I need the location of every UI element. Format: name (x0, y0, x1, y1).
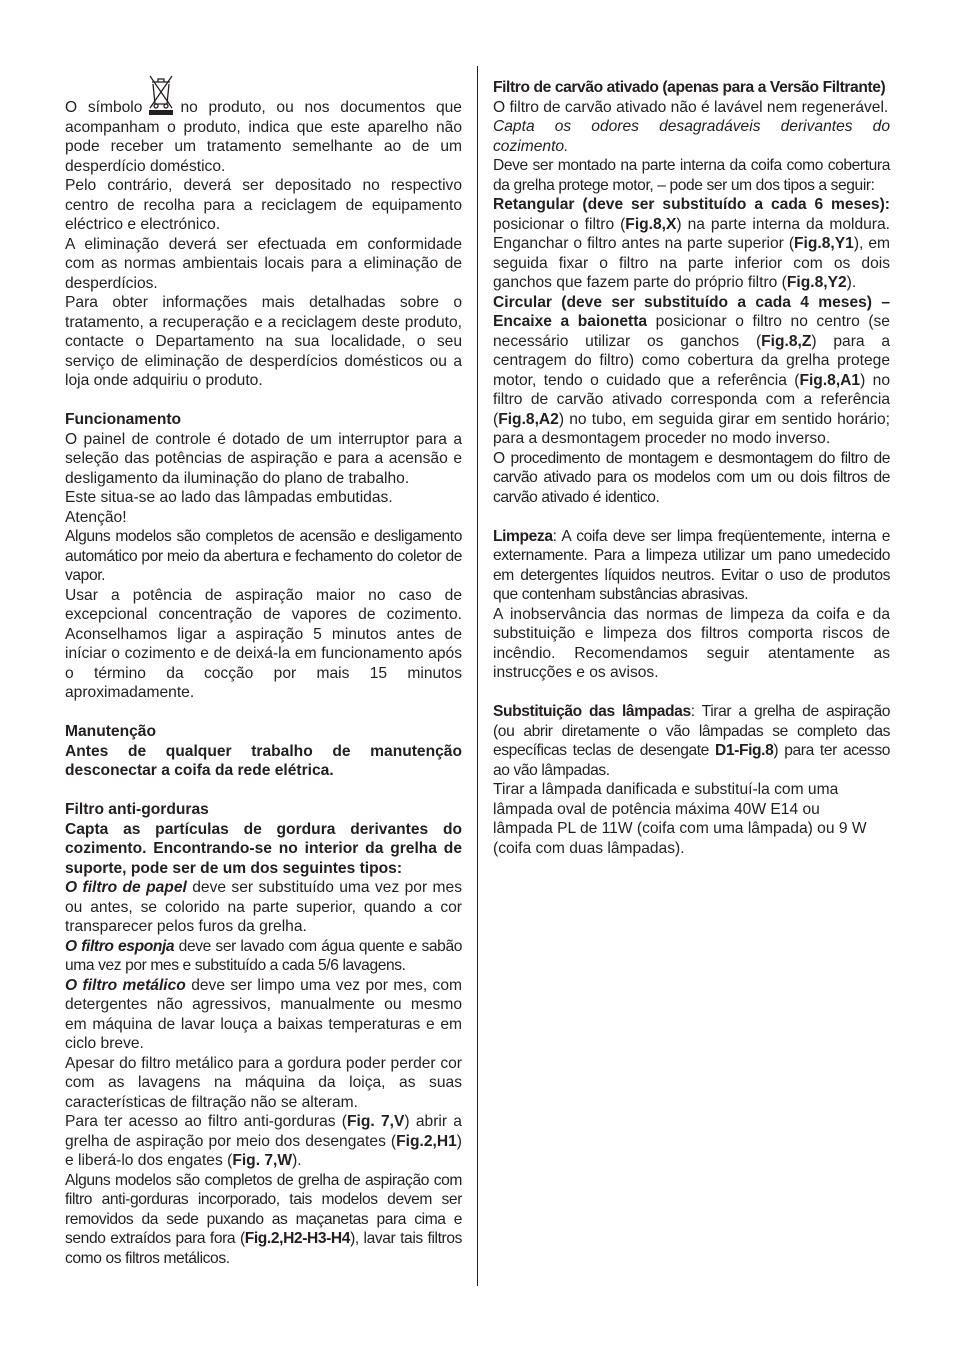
retangular-paragraph: Retangular (deve ser substituído a cada 6 meses): posicionar o filtro (Fig.8,X) na parte interna da moldura. Enganchar o filtro antes na parte superior (Fig.8,Y1), em seguida fixar o filtro na parte inferior com os dois ganchos que fazem parte do próprio filtro (Fig.8,Y2). (493, 196, 891, 291)
filtro-esponja-text: deve ser lavado com água quente e sabão uma vez por mes e substituído a cada 5/6 lavagens. (65, 937, 462, 974)
elimination-paragraph: A eliminação deverá ser efectuada em conformidade com as normas ambientais locais para a eliminação de desperdícios. (65, 235, 462, 292)
manutencao-warning: Antes de qualquer trabalho de manutenção desconectar a coifa da rede elétrica. (65, 742, 462, 779)
tirar-line-4: (coifa com duas lâmpadas). (493, 839, 685, 857)
filtro-heading: Filtro anti-gorduras (65, 801, 209, 818)
filtro-metalico-paragraph (65, 976, 462, 1054)
filtro-papel-label: O filtro de papel (65, 879, 187, 896)
carvao-heading: Filtro de carvão ativado (apenas para a Versão Filtrante) (493, 79, 886, 96)
substituicao-paragraph: Substituição das lâmpadas: Tirar a grelha de aspiração (ou abrir diretamente o vão lâmpadas se completo das específicas teclas de desengate D1-Fig.8) para ter acesso ao vão lâmpadas. (493, 703, 891, 779)
limpeza-paragraph: Limpeza: A coifa deve ser limpa freqüentemente, interna e externamente. Para a limpeza utilizar um pano umedecido em detergentes líquidos neutros. Evitar o uso de produtos que contenham substâncias abrasivas. (493, 527, 890, 603)
filtro-metalico-label: O filtro metálico (65, 976, 186, 994)
weee-text-start: O símbolo (65, 99, 143, 116)
fig-ref: Fig.8,Y1 (794, 235, 854, 252)
inobservancia-paragraph: A inobservância das normas de limpeza da coifa e da substituição e limpeza dos filtros comporta riscos de incêndio. Recomendamos seguir atentamente as instrucções e os avisos. (493, 605, 890, 681)
circular-label: Circular (deve ser substituído a cada 4 meses) – Encaixe a baionetta (493, 293, 890, 330)
filtro-esponja-label: O filtro esponja (65, 937, 175, 955)
weee-text-end: no produto, ou nos documentos que acompanham o produto, indica que este aparelho não pode receber um tratamento semelhante ao de um desperdício doméstico. (65, 99, 462, 175)
fig-ref: Fig.8,A2 (498, 410, 559, 428)
info-paragraph: Para obter informações mais detalhadas sobre o tratamento, a recuperação e a reciclagem deste produto, contacte o Departamento na sua localidade, o seu serviço de eliminação de desperdícios domésticos ou a loja onde adquiriu o produto. (65, 294, 462, 389)
acesso-paragraph: Para ter acesso ao filtro anti-gorduras (Fig. 7,V) abrir a grelha de aspiração por meio dos desengates (Fig.2,H1) e liberá-lo dos engates (Fig. 7,W). (65, 1113, 462, 1169)
func-paragraph-2: Este situa-se ao lado das lâmpadas embutidas. (65, 489, 393, 506)
manutencao-heading: Manutenção (65, 723, 156, 740)
filtro-metalico-text: deve ser limpo uma vez por mes, com detergentes não agressivos, manualmente ou mesmo em máquina de lavar louça a baixas temperaturas e em ciclo breve. (65, 976, 462, 1052)
func-paragraph-5: Usar a potência de aspiração maior no caso de excepcional concentração de vapores de cozimento. Aconselhamos ligar a aspiração 5 minutos antes de iníciar o cozimento e de deixá-la em funcionamento após o término da cocção por mais 15 minutos aproximadamente. (65, 586, 462, 701)
apesar-paragraph: Apesar do filtro metálico para a gordura poder perder cor com as lavagens na máquina da loiça, as suas características de filtração não se alteram. (65, 1054, 462, 1111)
substituicao-label: Substituição das lâmpadas (493, 703, 691, 720)
disposal-paragraph: Pelo contrário, deverá ser depositado no respectivo centro de recolha para a reciclagem de equipamento eléctrico e electrónico. (65, 177, 462, 233)
filtro-intro: Capta as partículas de gordura derivantes do cozimento. Encontrando-se no interior da grelha de suporte, pode ser de um dos seguintes tipos: (65, 820, 462, 877)
filtro-papel-paragraph (65, 878, 462, 937)
tirar-line-2: lâmpada oval de potência máxima 40W E14 ou (493, 800, 820, 818)
func-paragraph-4: Alguns modelos são completos de acensão e desligamento automático por meio da abertura e fechamento do coletor de vapor. (65, 528, 462, 584)
fig-ref: Fig.8,Y2 (786, 274, 847, 291)
alguns-modelos-paragraph: Alguns modelos são completos de grelha de aspiração com filtro anti-gorduras incorporado, tais modelos devem ser removidos da sede puxando as maçanetas para cima e sendo extraídos para fora (Fig.2,H2-H3-H4), lavar tais filtros como os filtros metálicos. (65, 1171, 462, 1267)
tirar-line-1: Tirar a lâmpada danificada e substituí-la com uma (493, 781, 839, 798)
left-column (65, 78, 462, 1268)
right-column (493, 78, 890, 858)
filtro-esponja-paragraph (65, 937, 462, 976)
procedimento-paragraph: O procedimento de montagem e desmontagem do filtro de carvão ativado para os modelos com um ou dois filtros de carvão ativado é identico. (493, 449, 890, 506)
fig-ref: Fig. 7,W (232, 1152, 293, 1169)
carvao-paragraph-1: O filtro de carvão ativado não é lavável nem regenerável. (493, 98, 889, 116)
carvao-paragraph-3: Deve ser montado na parte interna da coifa como cobertura da grelha protege motor, – pode ser um dos tipos a seguir: (493, 157, 890, 194)
fig-ref: Fig.8,Z (761, 332, 812, 350)
fig-ref: Fig.8,X (625, 215, 677, 233)
retangular-label: Retangular (deve ser substituído a cada 6 meses): (493, 196, 890, 213)
fig-ref: Fig.2,H2-H3-H4 (244, 1230, 351, 1247)
fig-ref: Fig.2,H1 (396, 1132, 457, 1150)
fig-ref: Fig.8,A1 (799, 371, 861, 389)
func-paragraph-1: O painel de controle é dotado de um interruptor para a seleção das potências de aspiração e para a acensão e desligamento da iluminação do plano de trabalho. (65, 430, 462, 487)
fig-ref: D1-Fig.8 (715, 742, 774, 759)
limpeza-label: Limpeza (493, 527, 553, 545)
func-attention: Atenção! (65, 508, 127, 526)
filtro-papel-text: deve ser substituído uma vez por mes ou antes, se colorido na parte superior, quando a cor transparecer pelos furos da grelha. (65, 879, 462, 935)
carvao-paragraph-2: Capta os odores desagradáveis derivantes do cozimento. (493, 118, 890, 155)
fig-ref: Fig. 7,V (347, 1113, 405, 1130)
tirar-line-3: lâmpada PL de 11W (coifa com uma lâmpada) ou 9 W (493, 820, 867, 837)
funcionamento-heading: Funcionamento (65, 411, 182, 428)
circular-paragraph: Circular (deve ser substituído a cada 4 meses) – Encaixe a baionetta posicionar o filtro no centro (se necessário utilizar os ganchos (Fig.8,Z) para a centragem do filtro) como cobertura da grelha protege motor, tendo o cuidado que a referência (Fig.8,A1) no filtro de carvão ativado corresponda com a referência (Fig.8,A2) no tubo, em seguida girar em sentido horário; para a desmontagem proceder no modo inverso. (493, 293, 890, 447)
column-divider (477, 66, 478, 1286)
weee-paragraph (65, 98, 462, 176)
